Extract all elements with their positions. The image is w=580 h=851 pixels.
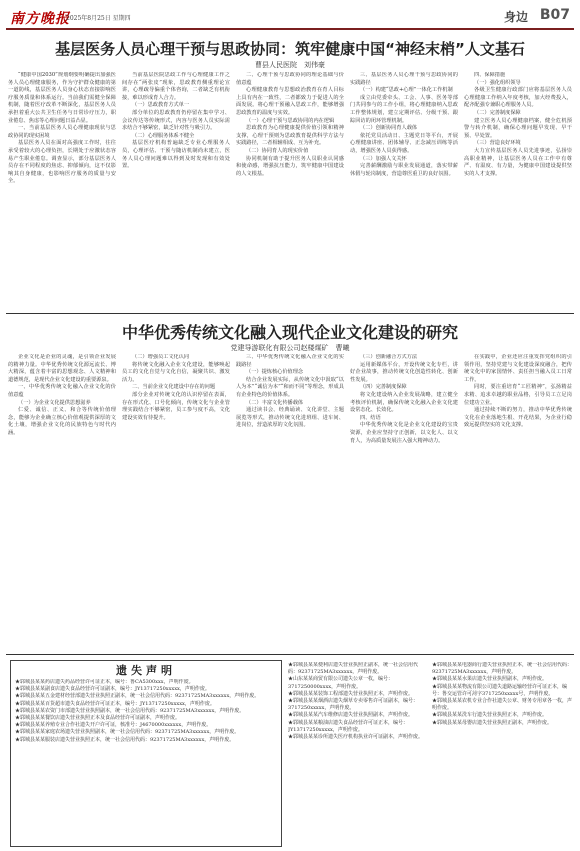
paragraph: 基层医疗机构普遍缺乏专业心理服务人员，心理评估、干预与随访机制尚未建立，医务人员心理问题难以得到及时发现和有效处置。 — [122, 140, 230, 170]
paragraph: 一、当前基层医务人员心理健康现状与思政协同的现实困境 — [8, 125, 116, 139]
notice-item: ★郓城县某某汽车维修店遗失营业执照副本，声明作废。 — [288, 712, 414, 719]
paragraph: （二）创新协同育人载体 — [360, 125, 418, 132]
article1-column — [236, 72, 344, 308]
masthead — [6, 6, 574, 30]
paragraph: （一）思政教育方式单一 — [132, 102, 190, 109]
notice-item: ★郓城县某某家庭农场遗失营业执照副本，统一社会信用代码：92371725MA3xxxxxx，声明作废。 — [15, 729, 240, 736]
notice-item: ★郓城县某某粮油店遗失食品经营许可证正本，编号：JY13717250xxxxx，声明作废。 — [288, 719, 409, 733]
lost-notice-box — [10, 660, 282, 847]
notice-item: ★郓城县某某母婴店遗失营业执照正副本，声明作废。 — [432, 719, 553, 726]
notice-item: ★郓城县某某诊所遗失医疗机构执业许可证副本，声明作废。 — [288, 734, 424, 741]
article1-byline: 曹县人民医院 刘伟豪 — [255, 61, 325, 69]
paragraph: 思政教育为心理健康提供价值引领和精神支撑，心理干预则为思政教育提供科学方法与实践路径，二者相辅相成、互为补充。 — [236, 125, 344, 147]
paragraph: 心理健康教育与思想政治教育在育人目标上具有内在一致性，二者都致力于促进人的全面发展。将心理干预融入思政工作，能够增强思政教育的温度与实效。 — [236, 87, 344, 116]
paragraph: （一）心理干预与思政协同的内在逻辑 — [246, 117, 335, 124]
paragraph: 仁爱、诚信、正义、和合等传统价值理念，能够为企业确立核心价值观提供深厚的文化土壤，增强企业文化的民族特色与时代内涵。 — [8, 407, 116, 436]
paragraph: （三）营造良好环境 — [474, 140, 521, 147]
paragraph: 成立由党委牵头、工会、人事、医务等部门共同参与的工作小组，将心理健康纳入思政工作整体规划，建立定期评估、分级干预、跟踪回访的闭环管理机制。 — [350, 94, 458, 124]
article1-title: 基层医务人员心理干预与思政协同：筑牢健康中国“神经末梢”人文基石 — [55, 40, 525, 58]
paragraph: 部分企业对传统文化的认识停留在表面，存在形式化、口号化倾向，传统文化与企业管理实践结合不够紧密，员工参与度不高，文化建设实效有待提升。 — [122, 391, 230, 421]
notice-item: ★山东某某商贸有限公司遗失公章一枚，编号：3717250000xxxx，声明作废。 — [288, 676, 394, 690]
paragraph: （四）完善制度保障 — [360, 384, 407, 391]
paragraph: 在实践中，企业还应注重发挥党组织的引领作用，坚持党建与文化建设深度融合，把传统文化中的家国情怀、责任担当融入员工日常工作。 — [464, 354, 572, 383]
paragraph: 将传统文化融入企业文化建设，能够唤起员工的文化自觉与文化自信，凝聚共识、激发活力。 — [122, 361, 230, 383]
divider — [6, 654, 574, 655]
notice-item: ★郓城县某某物流有限公司遗失道路运输经营许可证正本，编号：鲁交运管许可菏字3717250xxxxx号，声明作废。 — [432, 683, 568, 697]
divider — [6, 313, 574, 314]
paragraph: 各级卫生健康行政部门应将基层医务人员心理健康工作纳入年度考核，加大经费投入，配齐配强专兼职心理服务人员。 — [464, 87, 572, 109]
notice-item: ★郓城县某某装饰工程部遗失营业执照正本，声明作废。 — [288, 690, 414, 697]
paragraph: 将文化建设纳入企业发展战略，建立健全考核评价机制，确保传统文化融入企业文化建设常态化、长效化。 — [350, 391, 458, 414]
article2-title: 中华优秀传统文化融入现代企业文化建设的研究 — [121, 323, 458, 342]
paragraph: （一）提炼核心价值理念 — [246, 369, 304, 376]
article2-column — [8, 354, 116, 650]
paragraph: 中华优秀传统文化是企业文化建设的宝贵资源，企业应坚持守正创新，以文化人、以文育人，为高质量发展注入强大精神动力。 — [350, 422, 458, 444]
notice-item: ★郓城县某某电器商行遗失营业执照正本，统一社会信用代码：92371725MA3xxxxxx，声明作废。 — [432, 662, 572, 676]
paragraph: “健康中国2030”规划纲要明确提出加强医务人员心理健康服务，作为守护群众健康的第一道防线，基层医务人员身心状态直接影响医疗服务质量和体系运行。当前我们需健全保障机制，随着医疗改革不断深化，基层医务人员承担着重大公共卫生任务与日常诊疗压力，职业倦怠、焦虑等心理问题日益凸显。 — [8, 72, 116, 124]
paragraph: 建立医务人员心理健康档案，健全危机预警与转介机制，确保心理问题早发现、早干预、早处置。 — [464, 117, 572, 139]
paragraph: 依托党员活动日、主题党日等平台，开展心理健康讲座、团体辅导、正念减压训练等活动，增强医务人员获得感。 — [350, 132, 458, 154]
notice-item: ★郓城县某某百货超市遗失食品经营许可证正本，编号：JY13717250xxxxx，声明作废。 — [15, 700, 215, 707]
notice-item: ★郓城县某某农机专业合作社遗失公章、财务专用章各一枚，声明作废。 — [432, 698, 572, 712]
paragraph: （一）为企业文化提供思想滋养 — [18, 399, 91, 406]
paragraph: 四、保障措施 — [474, 72, 506, 78]
paragraph: （二）完善制度保障 — [474, 109, 521, 116]
paragraph: 当前基层医院思政工作与心理健康工作之间存在“两张皮”现象，思政教育侧重理论宣讲，心理疏导偏重个体咨询，二者缺乏有机衔接，难以形成育人合力。 — [122, 72, 230, 101]
paragraph: （二）丰富文化传播载体 — [246, 399, 304, 406]
paragraph: （三）加强人文关怀 — [360, 155, 407, 162]
article2-column — [236, 354, 344, 650]
section-name: 身边 — [503, 10, 528, 24]
notice-column-1 — [288, 662, 426, 845]
newspaper-logo: 南方晚报 — [10, 11, 70, 27]
notice-item: ★郓城县某某水果店遗失营业执照副本，声明作废。 — [432, 676, 548, 683]
article1-column — [8, 72, 116, 308]
paragraph: 二、心理干预与思政协同的理论基础与价值意蕴 — [236, 72, 344, 86]
paragraph: 结合企业发展实际，从传统文化中汲取“以人为本”“诚信为本”“和而不同”等理念，形成具有企业特色的价值体系。 — [236, 376, 344, 398]
notice-item: ★郓城县某某洗车行遗失营业执照正本，声明作废。 — [432, 712, 548, 719]
paragraph: 通过读书会、经典诵读、文化讲堂、主题展览等形式，推动传统文化进班组、进车间、进岗位，营造浓厚的文化氛围。 — [236, 407, 344, 429]
notice-item: ★郓城县某某药店遗失药品经营许可证正本，编号：鲁CA5300xxx，声明作废。 — [15, 679, 194, 685]
article2-column — [350, 354, 458, 650]
paragraph: 协同机制有助于提升医务人员职业认同感和使命感，增强抗压能力，筑牢健康中国建设的人文根基。 — [236, 155, 344, 177]
page-number: B07 — [539, 7, 570, 23]
notice-item: ★郓城县某某餐饮店遗失营业执照正本及食品经营许可证副本，声明作废。 — [15, 715, 181, 722]
notice-list — [15, 679, 277, 844]
paragraph: 基层医务人员在面对高强度工作时，往往承受着较大的心理负担，长期处于应激状态容易产生职业倦怠。调查显示，部分基层医务人员存在不同程度的焦虑、抑郁倾向，这不仅影响其自身健康，也影响医疗服务的质量与安全。 — [8, 140, 116, 185]
article1-column — [350, 72, 458, 308]
paragraph: 三、中华优秀传统文化融入企业文化的实践路径 — [236, 354, 344, 368]
paragraph: 四、结语 — [360, 414, 381, 421]
paragraph: （二）协同育人的现实价值 — [246, 147, 309, 154]
paragraph: 运用新媒体平台，开设传统文化专栏，讲好企业故事，推动传统文化创造性转化、创新性发展。 — [350, 361, 458, 383]
notice-item: ★郓城县某某农资门市部遗失营业执照副本，统一社会信用代码：92371725MA3xxxxxx，声明作废。 — [15, 707, 245, 714]
notice-column-2 — [432, 662, 572, 845]
paragraph: 大力宣传基层医务人员先进事迹，弘扬崇高职业精神，让基层医务人员在工作中有尊严、有温度、有力量，为健康中国建设提供坚实的人才支撑。 — [464, 147, 572, 177]
paragraph: 二、当前企业文化建设中存在的问题 — [132, 384, 216, 391]
article1-column — [122, 72, 230, 308]
paragraph: （二）心理服务体系不健全 — [132, 132, 195, 139]
notice-item: ★郓城县某某五金建材经营部遗失营业执照正副本，统一社会信用代码：92371725MA3xxxxxx，声明作废。 — [15, 693, 260, 700]
paragraph: （二）增强员工文化认同 — [132, 354, 190, 360]
notice-item: ★郓城县某某便利店遗失营业执照正副本，统一社会信用代码：92371725MA3xxxxxx，声明作废。 — [288, 662, 419, 676]
notice-title: 遗失声明 — [116, 664, 176, 677]
article2-byline: 党建导游联化有限公司赵楼煤矿 曹曦 — [230, 344, 350, 352]
paragraph: 部分单位的思政教育仍停留在集中学习、会议传达等传统形式，内容与医务人员实际需求结合不够紧密，缺乏针对性与吸引力。 — [122, 109, 230, 132]
article2-column — [464, 354, 572, 650]
paragraph: （三）创新融合方式方法 — [360, 354, 418, 360]
paragraph: 完善薪酬激励与职业发展通道，落实带薪休假与轮岗制度，营造尊医重卫的良好氛围。 — [350, 163, 458, 177]
article2-column — [122, 354, 230, 650]
paragraph: （一）构建“思政+心理”一体化工作机制 — [360, 87, 453, 94]
paragraph: 同时，要注重培育“工匠精神”，弘扬精益求精、追求卓越的职业品格，引导员工立足岗位建功立业。 — [464, 384, 572, 406]
paragraph: 一、中华优秀传统文化融入企业文化的价值意蕴 — [8, 384, 116, 398]
paragraph: 三、基层医务人员心理干预与思政协同的实践路径 — [350, 72, 458, 86]
article1-column — [464, 72, 572, 308]
paragraph: 通过持续不断的努力，推动中华优秀传统文化在企业落地生根、开花结果，为企业行稳致远提供坚实的文化支撑。 — [464, 407, 572, 429]
paragraph: （一）强化组织领导 — [474, 79, 521, 86]
notice-item: ★郓城县某某养殖专业合作社遗失开户许可证，核准号：J4670000xxxxxx，声明作废。 — [15, 722, 212, 729]
paragraph: 企业文化是企业的灵魂，是引领企业发展的精神力量。中华优秀传统文化源远流长、博大精深，蕴含着丰富的思想观念、人文精神和道德规范，是现代企业文化建设的重要源泉。 — [8, 354, 116, 383]
issue-date: 2025年8月25日 星期四 — [66, 15, 131, 22]
notice-item: ★郓城县某某副食店遗失食品经营许可证副本，编号：JY13717250xxxxx，声明作废。 — [15, 686, 210, 693]
notice-item: ★郓城县某某烟酒店遗失烟草专卖零售许可证副本，编号：3717250xxxxx，声明作废。 — [288, 698, 419, 712]
notice-item: ★郓城县某某服装店遗失营业执照正本，统一社会信用代码：92371725MA3xxxxxx，声明作废。 — [15, 736, 235, 743]
